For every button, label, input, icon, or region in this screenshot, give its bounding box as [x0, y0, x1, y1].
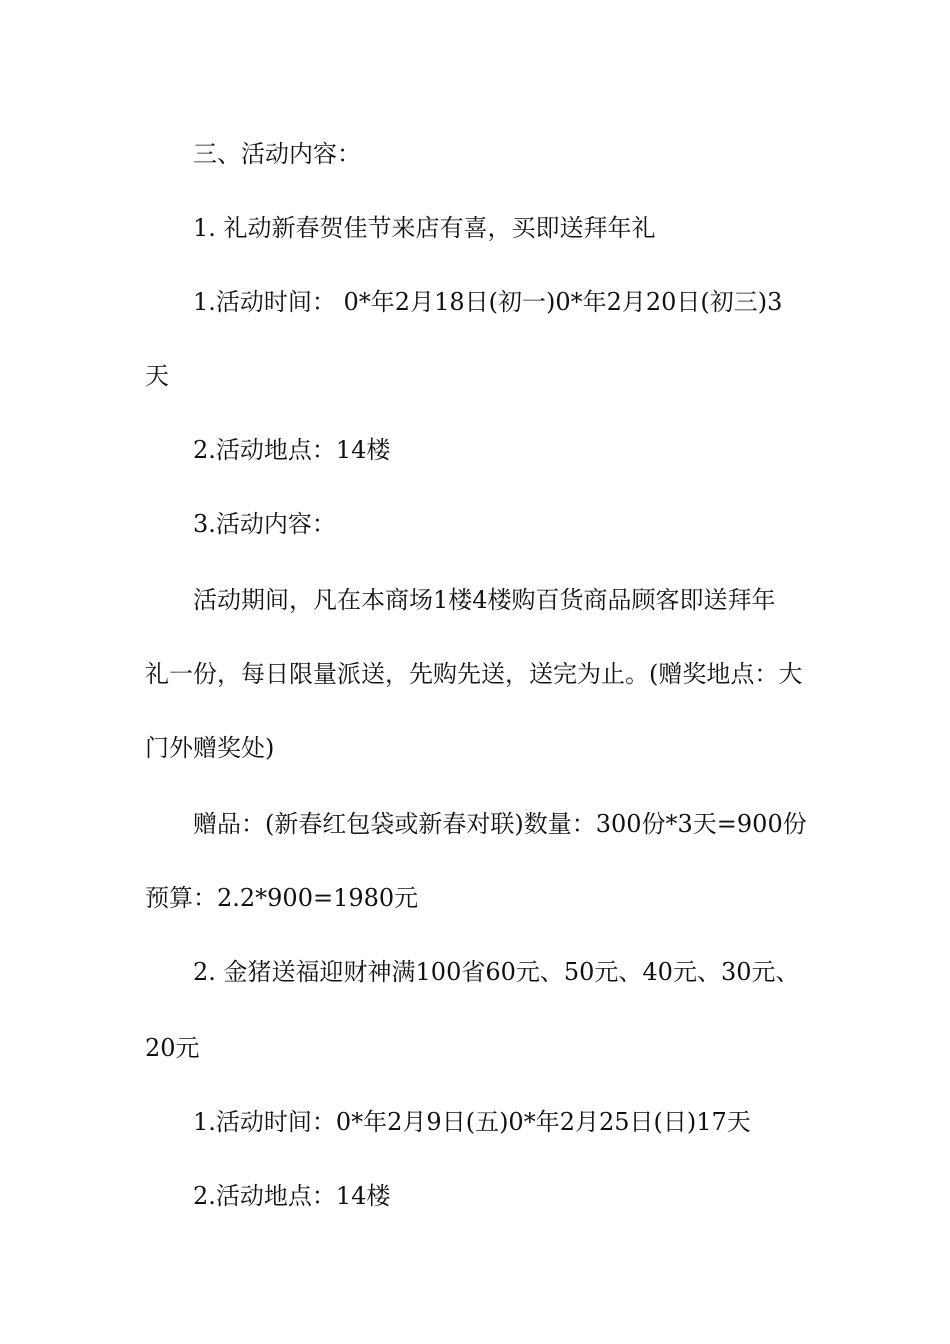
activity-1-content-para-line-1: 活动期间，凡在本商场1楼4楼购百货商品顾客即送拜年 [193, 586, 776, 614]
activity-1-time-continued: 天 [145, 362, 169, 390]
section-heading: 三、活动内容： [193, 140, 361, 168]
activity-2-title-continued: 20元 [145, 1034, 200, 1062]
activity-2-time: 1.活动时间：0*年2月9日(五)0*年2月25日(日)17天 [193, 1108, 751, 1136]
activity-1-title: 1. 礼动新春贺佳节来店有喜，买即送拜年礼 [193, 214, 656, 242]
activity-2-location: 2.活动地点：14楼 [193, 1182, 391, 1210]
activity-1-content-heading: 3.活动内容： [193, 510, 336, 538]
activity-1-budget-line: 预算：2.2*900=1980元 [145, 884, 419, 912]
activity-1-gift-line: 赠品：(新春红包袋或新春对联)数量：300份*3天=900份 [193, 810, 807, 838]
activity-1-time: 1.活动时间： 0*年2月18日(初一)0*年2月20日(初三)3 [193, 288, 783, 316]
activity-2-title: 2. 金猪送福迎财神满100省60元、50元、40元、30元、 [193, 958, 800, 986]
activity-1-content-para-line-2: 礼一份，每日限量派送，先购先送，送完为止。(赠奖地点：大 [145, 660, 803, 688]
activity-1-location: 2.活动地点：14楼 [193, 436, 391, 464]
activity-1-content-para-line-3: 门外赠奖处) [145, 734, 275, 762]
